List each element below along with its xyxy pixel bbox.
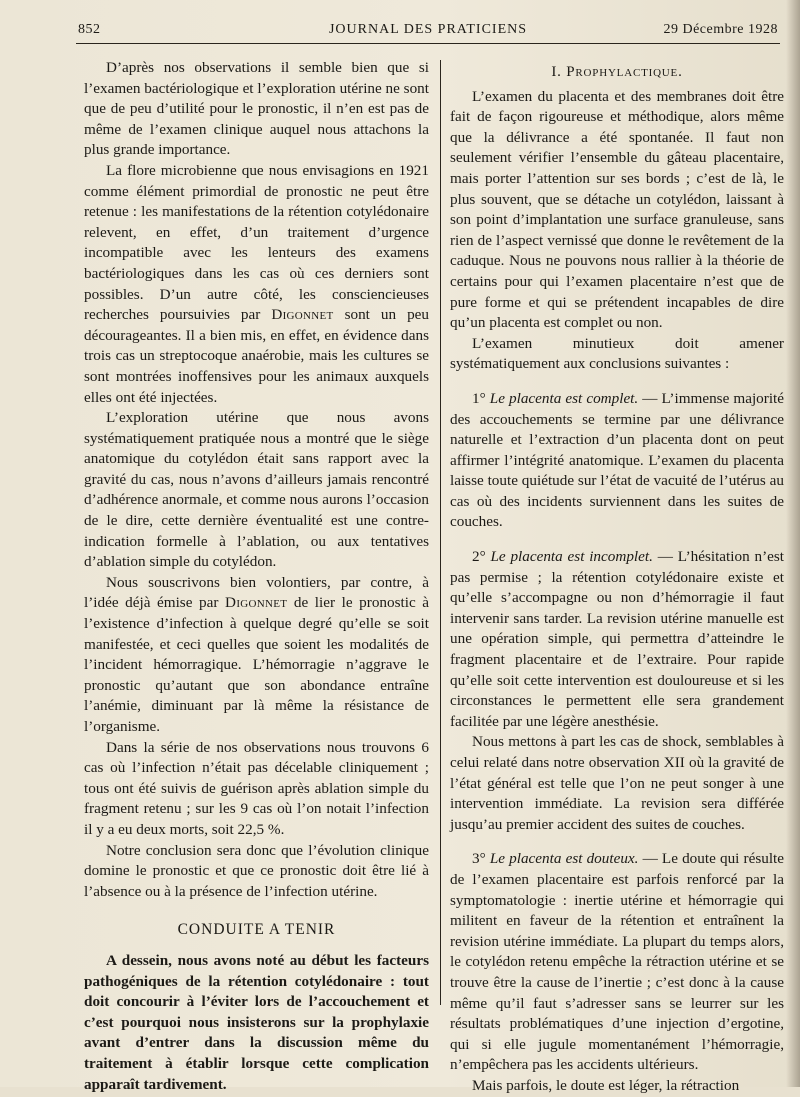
item-title: Le placenta est incomplet.: [490, 548, 653, 566]
page-header: [78, 22, 778, 42]
paragraph: L’examen du placenta et des membranes doit être fait de façon rigoureuse et méthodique, alors même que la délivrance a été spontanée. Il faut non seulement vérifier l’ensemble du gâteau placentaire, mais porter l’attention sur ses bords ; c’est de là, le plus souvent, que se détache un cotylédon, laissant à son point d’implantation une surface granuleuse, sans rien de l’aspect vernissé que donne le revêtement de la caduque. Nous ne pouvons nous rallier à la théorie de certains pour qui l’examen placentaire n’est que de pure forme et qui se prétendent incapables de dire qu’un placenta est complet ou non.: [450, 87, 784, 332]
journal-title: JOURNAL DES PRATICIENS: [328, 22, 528, 37]
list-item: [450, 547, 784, 732]
paragraph-text: de lier le pronostic à l’existence d’infection à quelque degré qu’elle se soit manifestée, et ceci quelles que soient les modalités de l’incident hémorragique. L’hémorragie n’aggrave le pronostic qu’autant que son abondance entraîne l’anémie, diminuant par là même la résistance de l’organisme.: [84, 594, 430, 735]
spacer: [450, 375, 784, 389]
item-number: 3°: [472, 850, 486, 868]
paragraph: L’exploration utérine que nous avons systématiquement pratiquée nous a montré que le siège anatomique du cotylédon était sans rapport avec la gravité du cas, nous n’avons d’ailleurs jamais rencontré d’adhérence anormale, et comme nous aurons l’occasion de le dire, cette dernière éventualité est une contre-indication formelle à l’ablation, ou aux tentatives d’ablation simple du cotylédon.: [84, 409, 429, 571]
item-title: Le placenta est douteux.: [489, 850, 639, 868]
column-divider: [440, 60, 441, 1005]
page-number: 852: [78, 22, 101, 37]
paragraph-text: Nous souscrivons bien volontiers, par contre, à l’idée déjà émise par: [84, 573, 429, 612]
item-number: 1°: [472, 389, 486, 407]
paragraph: A dessein, nous avons noté au début les facteurs pathogéniques de la rétention cotylédonaire : tout doit concourir à l’éviter lors de l’accouchement et c’est pourquoi nous insisterons sur la prophylaxie avant d’entrer dans la discussion même du traitement à établir lorsque cette complication apparaît tardivement.: [84, 951, 429, 1093]
item-text: — L’hésitation n’est pas permise ; la rétention cotylédonaire existe et qu’elle s’accompagne ou non d’hémorragie il faut intervenir sans tarder. La revision utérine manuelle est une opération simple, qui permettra d’atteindre le fragment placentaire et de l’extraire. Pour rapide qu’elle soit cette intervention est douloureuse et si les circonstances le permettent elle sera grandement facilitée par une légère anesthésie.: [450, 548, 784, 730]
paragraph: [84, 161, 429, 408]
header-rule: [76, 43, 780, 44]
item-number: 2°: [472, 548, 486, 566]
paragraph: L’examen minutieux doit amener systématiquement aux conclusions suivantes :: [450, 334, 784, 373]
author-name: Digonnet: [271, 306, 334, 324]
paragraph-text: sont un peu décourageantes. Il a bien mis, en effet, en évidence dans trois cas un streptocoque anaérobie, mais les cultures se sont montrées inoffensives pour les animaux auxquels elles ont été injectées.: [84, 306, 430, 406]
paragraph: Nous mettons à part les cas de shock, semblables à celui relaté dans notre observation XII où la gravité de l’état général est telle que l’on ne peut songer à une intervention immédiate. La revision sera différée jusqu’au premier accident des suites de couches.: [450, 733, 784, 833]
spacer: [450, 835, 784, 849]
subsection-heading: I. Prophylactique.: [551, 64, 683, 80]
paragraph-text: La flore microbienne que nous envisagions en 1921 comme élément primordial de pronostic ne peut être retenue : les manifestations de la rétention cotylédonaire relevent, en effet, d’un traitement d’urgence incompatible avec les lenteurs des examens bactériologiques dans les cas où ces derniers sont possibles. D’un autre côté, les consciencieuses recherches poursuivies par: [84, 161, 429, 324]
section-heading: CONDUITE A TENIR: [177, 921, 336, 939]
paragraph: Dans la série de nos observations nous trouvons 6 cas où l’infection n’était pas décelable cliniquement ; tous ont été suivis de guérison après ablation simple du fragment retenu ; sur les 9 cas où l’on notait l’infection il y a eu deux morts, soit 22,5 %.: [84, 738, 429, 838]
left-column: [84, 58, 429, 1095]
item-text: — L’immense majorité des accouchements se termine par une délivrance naturelle et l’extraction d’un placenta dont on peut affirmer l’intégrité anatomique. L’examen du placenta laisse toute quiétude sur l’état de vacuité de l’utérus au cas où des incidents surviennent dans les suites de couches.: [450, 389, 784, 531]
list-item: [450, 389, 784, 533]
paragraph: D’après nos observations il semble bien que si l’examen bactériologique et l’exploration utérine ne sont que de peu d’utilité pour le pronostic, il n’en est pas de même de l’examen clinique auquel nous attachons la plus grande importance.: [84, 59, 429, 159]
paragraph: Mais parfois, le doute est léger, la rétraction: [472, 1076, 740, 1094]
author-name: Digonnet: [225, 594, 288, 612]
right-column: [450, 58, 784, 1097]
list-item: [450, 849, 784, 1076]
spacer: [450, 533, 784, 547]
page-edge-shadow: [786, 0, 800, 1087]
issue-date: 29 Décembre 1928: [663, 22, 778, 37]
item-title: Le placenta est complet.: [489, 389, 639, 407]
paragraph: [84, 573, 429, 738]
paragraph: Notre conclusion sera donc que l’évolution clinique domine le pronostic et que ce pronostic doit être lié à l’absence ou à la présence de l’infection utérine.: [84, 841, 429, 900]
item-text: — Le doute qui résulte de l’examen placentaire est parfois renforcé par la symptomatologie : inertie utérine et hémorragie qui militent en faveur de la rétention et entraînent la revision utérine immédiate. La plupart du temps alors, le cotylédon retenu empêche la rétraction utérine et se trouve être la cause de l’inertie ; c’est donc à la cause même qu’il faut s’adresser sans se leurrer sur les résultats problématiques d’une injection d’ergotine, qui si elle jugule momentanément l’hémorragie, n’empêchera pas les accidents ultérieurs.: [450, 850, 785, 1074]
